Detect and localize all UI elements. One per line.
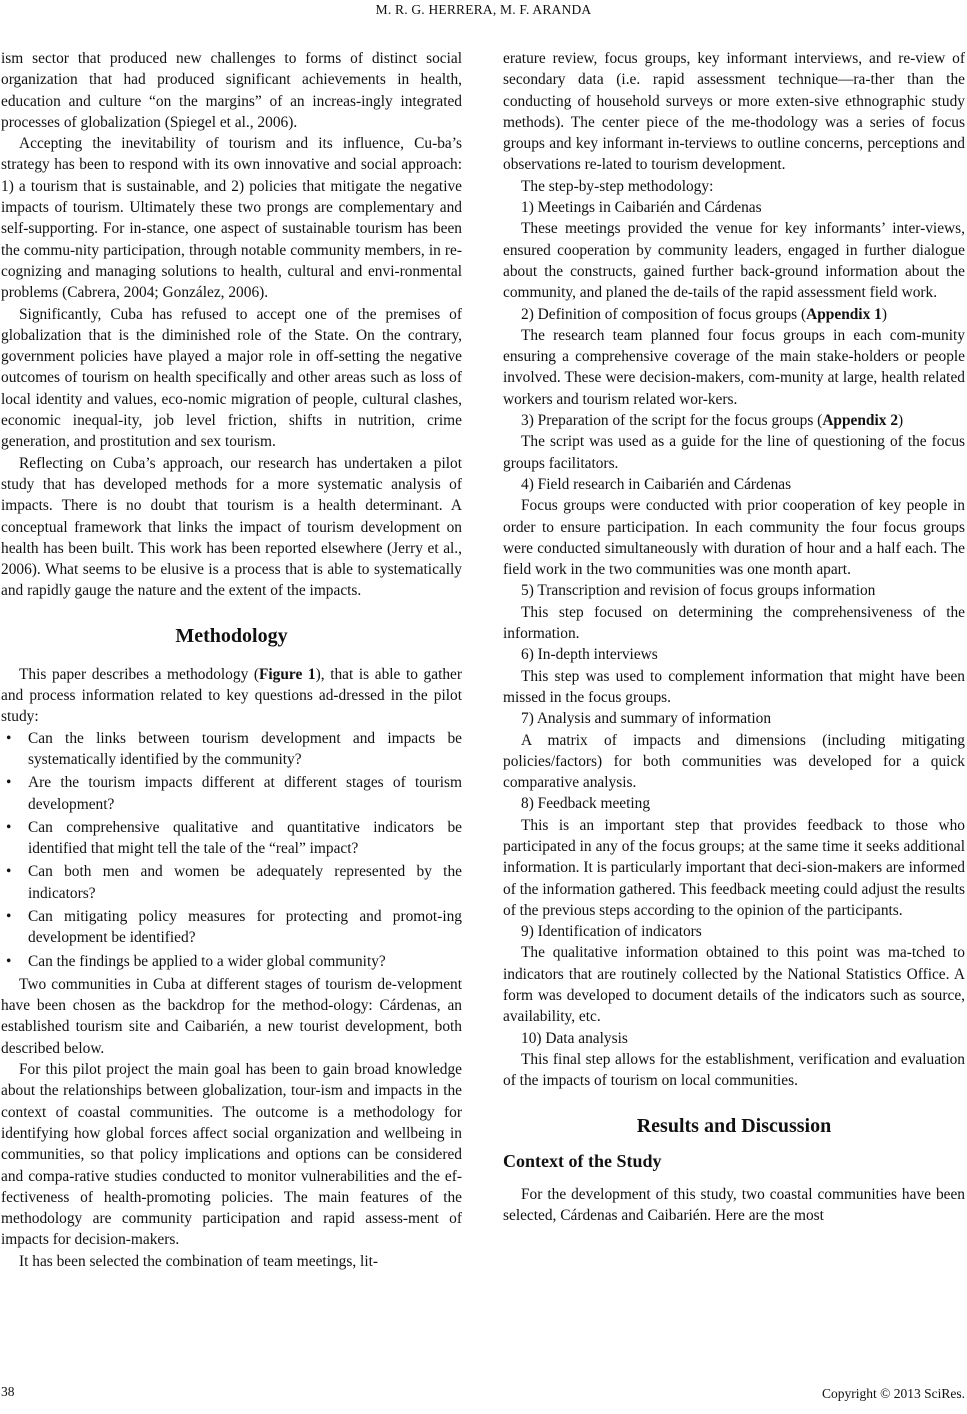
step-title xyxy=(503,304,965,325)
list-item-text: Can the findings be applied to a wider global community? xyxy=(28,952,386,970)
list-item xyxy=(1,951,462,972)
step-text: Focus groups were conducted with prior cooperation of key people in order to ensure participation. In each community the four focus groups were conducted simultaneously with duration of hour and a half each. The field work in the two communities was one month apart. xyxy=(503,497,965,579)
list-item-text: Can both men and women be adequately represented by the indicators? xyxy=(28,863,462,902)
bullet-icon: • xyxy=(6,774,12,792)
step-title: 6) In-depth interviews xyxy=(521,646,658,664)
paragraph: For the development of this study, two coastal communities have been selected, Cárdenas and Caibarién. Here are the most xyxy=(503,1185,965,1224)
step-text: The script was used as a guide for the line of questioning of the focus groups facilitators. xyxy=(503,433,965,472)
key-questions-list xyxy=(1,728,462,972)
bullet-icon: • xyxy=(6,952,12,970)
results-heading: Results and Discussion xyxy=(636,1114,832,1137)
step-title: 7) Analysis and summary of information xyxy=(521,710,772,728)
text: This paper describes a methodology ( xyxy=(19,665,259,683)
left-column xyxy=(1,48,462,1272)
step-text: The research team planned four focus groups in each com-munity ensuring a comprehensive coverage of the main stake-holders or people involved. These were decision-makers, com-munity at large, health related workers and tourism related wor-kers. xyxy=(503,326,965,408)
list-item xyxy=(1,817,462,860)
bullet-icon: • xyxy=(6,818,12,836)
list-item-text: Can comprehensive qualitative and quantitative indicators be identified that might tell the tale of the “real” impact? xyxy=(28,818,462,858)
figure-reference: Figure 1 xyxy=(259,665,316,683)
step-title: 10) Data analysis xyxy=(521,1029,628,1047)
bullet-icon: • xyxy=(6,729,12,747)
appendix-reference: Appendix 1 xyxy=(806,305,882,323)
text: ) xyxy=(898,412,904,430)
paragraph: Reflecting on Cuba’s approach, our research has undertaken a pilot study that has developed methods for a more systematic analysis of impacts. There is no doubt that tourism is a health determinant. A conceptual framework that links the impact of tourism development on health has been built. This work has been reported elsewhere (Jerry et al., 2006). What seems to be elusive is a process that is able to systematically and rapidly gauge the nature and the extent of the impacts. xyxy=(1,454,462,600)
paragraph: The step-by-step methodology: xyxy=(521,177,714,195)
bullet-icon: • xyxy=(6,907,12,925)
paragraph: erature review, focus groups, key informant interviews, and re-view of secondary data (i.e. rapid assessment technique—ra-ther than the conducting of household surveys or more exten-sive ethnographic study methods). The center piece of the me-thodology was a series of focus groups and key informant in-terviews to outline concerns, perceptions and observations re-lated to tourism development. xyxy=(503,50,965,174)
paragraph: ism sector that produced new challenges to forms of distinct social organization that had produced significant achievements in health, education and culture “on the margins” of an increas-ingly integrated processes of globalization (Spiegel et al., 2006). xyxy=(1,50,462,131)
step-text: These meetings provided the venue for key informants’ inter-views, ensured cooperation by community leaders, engaged in further dialogue about the constructs, gained further back-ground information about the community, and planed the de-tails of the rapid assessment field work. xyxy=(503,220,965,302)
paragraph: Significantly, Cuba has refused to accept one of the premises of globalization that is the diminished role of the State. On the contrary, government policies have played a major role in off-setting the negative outcomes of tourism on health specifically and other areas such as loss of local identity and values, eco-nomic migration of people, cultural clashes, economic inequal-ity, job level friction, shifts in nutrition, crime generation, and prostitution and sex tourism. xyxy=(1,305,462,451)
bullet-icon: • xyxy=(6,863,12,881)
text: ) xyxy=(881,305,887,323)
page-number: 38 xyxy=(1,1384,15,1399)
paragraph: It has been selected the combination of team meetings, lit- xyxy=(19,1252,378,1270)
right-column xyxy=(503,48,965,1226)
list-item-text: Can the links between tourism development and impacts be systematically identified by the community? xyxy=(28,729,462,768)
list-item-text: Can mitigating policy measures for protecting and promot-ing development be identified? xyxy=(28,907,462,947)
step-text: A matrix of impacts and dimensions (including mitigating policies/factors) for both communities was developed for a quick comparative analysis. xyxy=(503,731,965,792)
step-text: The qualitative information obtained to this point was ma-tched to indicators that are routinely collected by the National Statistics Office. A form was developed to document details of the indicators such as source, availability, etc. xyxy=(503,944,965,1026)
list-item xyxy=(1,728,462,771)
appendix-reference: Appendix 2 xyxy=(822,412,899,430)
step-text: This final step allows for the establishment, verification and evaluation of the impacts of tourism on local communities. xyxy=(503,1050,965,1090)
text: 3) Preparation of the script for the focus groups ( xyxy=(521,412,823,430)
step-title: 9) Identification of indicators xyxy=(521,923,702,941)
text: ), that is able to gather and process information related to key questions ad-dressed in the pilot study: xyxy=(1,665,463,726)
list-item xyxy=(1,906,462,949)
step-title: 8) Feedback meeting xyxy=(521,795,651,813)
running-head: M. R. G. HERRERA, M. F. ARANDA xyxy=(375,2,592,17)
step-title: 1) Meetings in Caibarién and Cárdenas xyxy=(521,199,762,217)
paragraph: Accepting the inevitability of tourism and its influence, Cu-ba’s strategy has been to respond with its own innovative and social approach: 1) a tourism that is sustainable, and 2) policies that mitigate the negative impacts of tourism. Ultimately these two prongs are complementary and self-supporting. For in-stance, one aspect of sustainable tourism has been the commu-nity participation, through notable community members, in re-cognizing and managing solutions to health, cultural and envi-ronmental problems (Cabrera, 2004; González, 2006). xyxy=(1,135,462,302)
context-heading: Context of the Study xyxy=(503,1150,662,1171)
step-title: 4) Field research in Caibarién and Cárdenas xyxy=(521,475,792,493)
paragraph xyxy=(1,664,462,728)
paragraph: For this pilot project the main goal has been to gain broad knowledge about the relationships between globalization, tour-ism and impacts in the context of coastal communities. The outcome is a methodology for identifying how global forces affect social organization and wellbeing in communities, so that policy implications and options can be considered and compa-rative studies conducted to monitor vulnerabilities and the ef-fectiveness of health-promoting policies. The main features of the methodology are community participation and rapid assess-ment of impacts for decision-makers. xyxy=(1,1061,462,1249)
methodology-heading: Methodology xyxy=(175,624,288,647)
step-text: This step was used to complement information that might have been missed in the focus groups. xyxy=(503,667,965,706)
list-item-text: Are the tourism impacts different at different stages of tourism development? xyxy=(28,774,462,813)
step-text: This step focused on determining the comprehensiveness of the information. xyxy=(503,603,965,643)
copyright-notice: Copyright © 2013 SciRes. xyxy=(821,1386,965,1401)
step-title: 5) Transcription and revision of focus groups information xyxy=(521,582,876,600)
list-item xyxy=(1,861,462,904)
paragraph: Two communities in Cuba at different stages of tourism de-velopment have been chosen as the backdrop for the method-ology: Cárdenas, an established tourism site and Caibarién, a new tourist development, both described below. xyxy=(1,975,462,1057)
step-text: This is an important step that provides feedback to those who participated in any of the focus groups; at the same time it seeks additional information. It is particularly important that deci-sion-makers are informed of the information gathered. This feedback meeting could adjust the results of the previous steps according to the opinion of the participants. xyxy=(503,816,965,919)
list-item xyxy=(1,772,462,815)
step-title xyxy=(503,410,965,431)
text: 2) Definition of composition of focus groups ( xyxy=(521,305,807,323)
